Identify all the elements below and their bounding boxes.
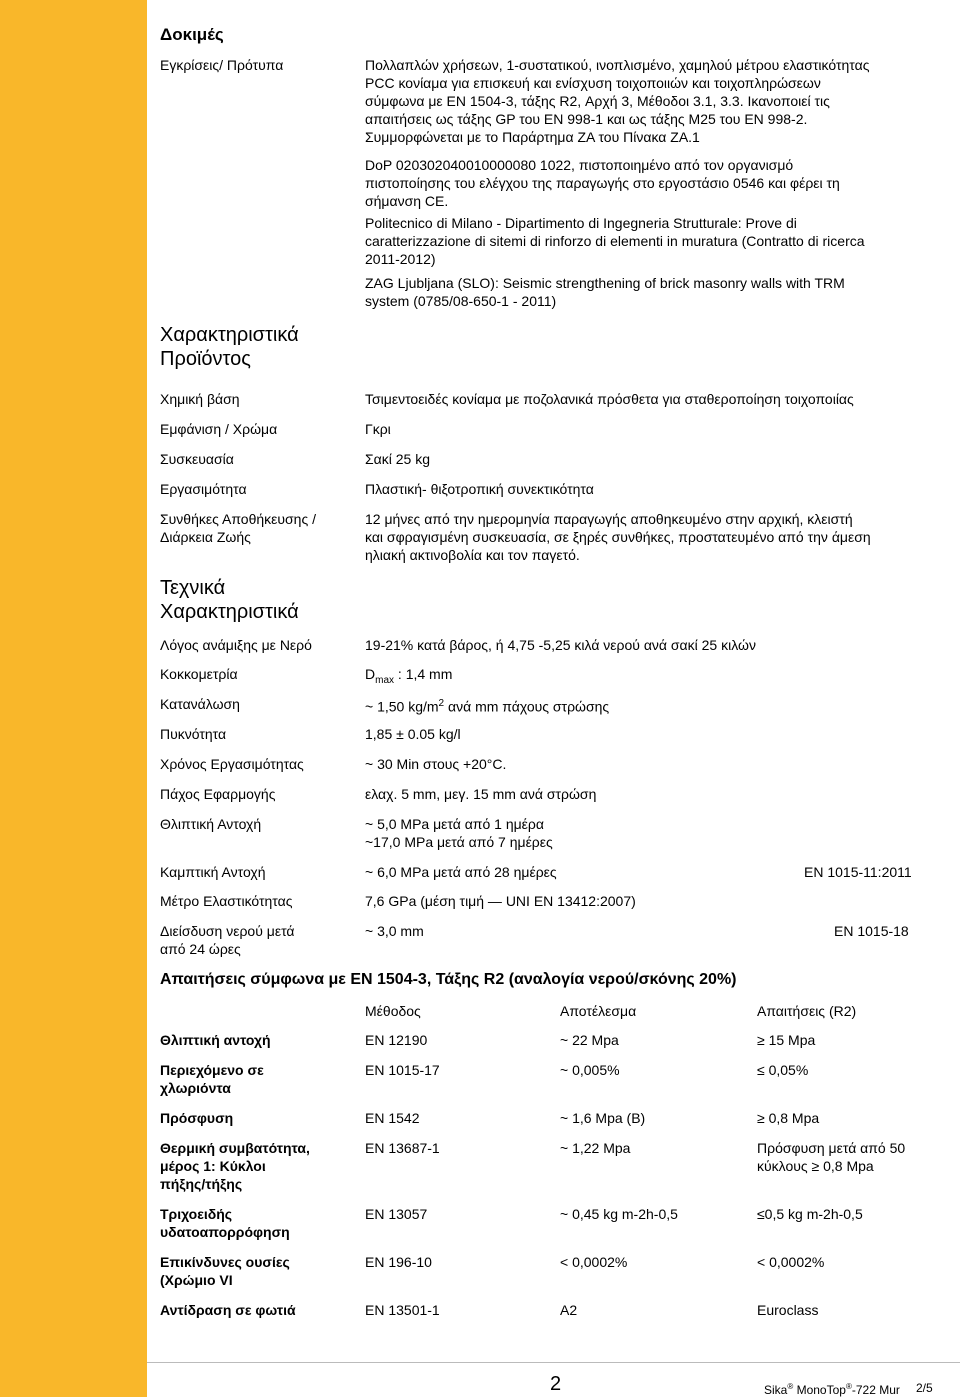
text-rest: ανά mm πάχους στρώσης [444, 698, 610, 715]
value-water-penetration: ~ 3,0 mm [365, 923, 424, 939]
req-row-requirement: ≥ 0,8 Mpa [757, 1110, 820, 1126]
label-line: Διείσδυση νερού μετά [160, 923, 295, 939]
text-superscript: 2 [438, 698, 445, 709]
req-row-method: EN 13501-1 [365, 1302, 440, 1318]
req-row-result: ~ 22 Mpa [560, 1032, 619, 1048]
label-mixing-ratio: Λόγος ανάμιξης με Νερό [160, 637, 312, 653]
text-line: Πολλαπλών χρήσεων, 1-συστατικού, ινοπλισμένο, χαμηλού μέτρου ελαστικότητας [365, 57, 870, 73]
value-density: 1,85 ± 0.05 kg/l [365, 726, 461, 742]
text-line: PCC κονίαμα για επισκευή και ενίσχυση τοιχοποιιών και τοιχοπληρώσεων [365, 75, 821, 91]
registered-mark: ® [787, 1382, 794, 1391]
req-row-label [160, 1061, 264, 1097]
value-consumption [365, 695, 945, 716]
header-result: Αποτέλεσμα [560, 1003, 637, 1019]
value-flexural: ~ 6,0 MPa μετά από 28 ημέρες [365, 864, 557, 880]
footer-page-of: 2/5 [916, 1381, 933, 1395]
text-line: ZAG Ljubljana (SLO): Seismic strengthening of brick masonry walls with TRM [365, 275, 845, 291]
text-line: ~ 5,0 MPa μετά από 1 ημέρα [365, 816, 544, 832]
label-pot-life: Χρόνος Εργασιμότητας [160, 756, 304, 772]
label-modulus: Μέτρο Ελαστικότητας [160, 893, 293, 909]
text-line: κύκλους ≥ 0,8 Mpa [757, 1158, 874, 1174]
title-line: Τεχνικά [160, 577, 226, 599]
title-line: Προϊόντος [160, 348, 251, 370]
label-line: Επικίνδυνες ουσίες [160, 1254, 290, 1270]
registered-mark: ® [845, 1382, 852, 1391]
label-line: χλωριόντα [160, 1080, 231, 1096]
label-line: υδατοαπορρόφηση [160, 1224, 290, 1240]
section-title-technical [160, 576, 299, 624]
text-line: και σφραγισμένη συσκευασία, σε ξηρές συνθήκες, προστατευμένο από την άμεση [365, 529, 871, 545]
product-code: -722 Mur [851, 1383, 900, 1397]
req-row-method: EN 13057 [365, 1206, 428, 1222]
label-line: (Χρώμιο VI [160, 1272, 233, 1288]
req-row-label [160, 1253, 290, 1289]
text-main: ~ 1,50 kg/m [365, 698, 439, 715]
req-row-result: < 0,0002% [560, 1254, 628, 1270]
text-line: Politecnico di Milano - Dipartimento di Ingegneria Strutturale: Prove di [365, 215, 797, 231]
label-appearance: Εμφάνιση / Χρώμα [160, 421, 278, 437]
sidebar-accent-bar [0, 0, 147, 1397]
label-thickness: Πάχος Εφαρμογής [160, 786, 276, 802]
text-subscript: max [375, 674, 395, 686]
label-line: από 24 ώρες [160, 941, 241, 957]
brand-text: Sika [764, 1383, 788, 1397]
label-line: Τριχοειδής [160, 1206, 233, 1222]
req-row-requirement: ≥ 15 Mpa [757, 1032, 816, 1048]
label-storage [160, 510, 316, 546]
req-row-result: ~ 0,005% [560, 1062, 620, 1078]
req-row-label: Αντίδραση σε φωτιά [160, 1302, 296, 1318]
footer-divider [147, 1362, 960, 1363]
label-packaging: Συσκευασία [160, 451, 234, 467]
value-appearance: Γκρι [365, 421, 391, 437]
label-line: Διάρκεια Ζωής [160, 529, 251, 545]
req-row-requirement: ≤ 0,05% [757, 1062, 809, 1078]
text-line: 2011-2012) [365, 251, 436, 267]
req-row-label [160, 1139, 310, 1193]
title-line: Χαρακτηριστικά [160, 324, 299, 346]
value-pot-life: ~ 30 Min στους +20°C. [365, 756, 507, 772]
value-packaging: Σακί 25 kg [365, 451, 430, 467]
label-line: Θερμική συμβατότητα, [160, 1140, 310, 1156]
label-line: Συνθήκες Αποθήκευσης / [160, 511, 316, 527]
section-title-product [160, 323, 299, 371]
req-row-method: EN 13687-1 [365, 1140, 440, 1156]
req-row-result: A2 [560, 1302, 578, 1318]
value-thickness: ελαχ. 5 mm, μεγ. 15 mm ανά στρώση [365, 786, 597, 802]
text-line: σήμανση CE. [365, 193, 449, 209]
label-density: Πυκνότητα [160, 726, 227, 742]
text-line: system (0785/08-650-1 - 2011) [365, 293, 557, 309]
text-rest: : 1,4 mm [394, 666, 453, 682]
label-line: Περιεχόμενο σε [160, 1062, 264, 1078]
req-row-method: EN 1015-17 [365, 1062, 440, 1078]
paragraph-zag [365, 274, 945, 310]
value-chemical-base: Τσιμεντοειδές κονίαμα με ποζολανικά πρόσθετα για σταθεροποίηση τοιχοποιίας [365, 391, 854, 407]
req-row-result: ~ 0,45 kg m-2h-0,5 [560, 1206, 678, 1222]
req-row-method: EN 1542 [365, 1110, 420, 1126]
label-line: πήξης/τήξης [160, 1176, 243, 1192]
req-row-requirement: Euroclass [757, 1302, 819, 1318]
text-line: απαιτήσεις ως τάξης GP του EN 998-1 και ως τάξης M25 του EN 998-2. [365, 111, 808, 127]
paragraph-dop [365, 156, 945, 210]
footer-page-number: 2 [550, 1373, 562, 1395]
req-row-requirement [757, 1139, 905, 1175]
footer-product-name [764, 1379, 900, 1398]
label-line: μέρος 1: Κύκλοι [160, 1158, 266, 1174]
text-line: ~17,0 MPa μετά από 7 ημέρες [365, 834, 553, 850]
value-compressive [365, 815, 945, 851]
req-row-requirement: ≤0,5 kg m-2h-0,5 [757, 1206, 863, 1222]
req-row-method: EN 12190 [365, 1032, 428, 1048]
label-consumption: Κατανάλωση [160, 696, 240, 712]
value-grading [365, 665, 945, 690]
value-modulus: 7,6 GPa (μέση τιμή — UNI EN 13412:2007) [365, 893, 636, 909]
value-workability: Πλαστική- θιξοτροπική συνεκτικότητα [365, 481, 594, 497]
req-row-method: EN 196-10 [365, 1254, 432, 1270]
label-grading: Κοκκομετρία [160, 666, 238, 682]
product-text: MonoTop [793, 1383, 846, 1397]
label-compressive: Θλιπτική Αντοχή [160, 816, 262, 832]
value-storage [365, 510, 945, 564]
value-mixing-ratio: 19-21% κατά βάρος, ή 4,75 -5,25 κιλά νερού ανά σακί 25 κιλών [365, 637, 756, 653]
text-line: σύμφωνα με EN 1504-3, τάξης R2, Αρχή 3, Μέθοδοι 3.1, 3.3. Ικανοποιεί τις [365, 93, 830, 109]
label-approvals: Εγκρίσεις/ Πρότυπα [160, 57, 284, 73]
req-row-label: Πρόσφυση [160, 1110, 234, 1126]
title-line: Χαρακτηριστικά [160, 601, 299, 623]
label-water-penetration [160, 922, 295, 958]
text-line: Πρόσφυση μετά από 50 [757, 1140, 906, 1156]
label-chemical-base: Χημική βάση [160, 391, 240, 407]
text-line: ηλιακή ακτινοβολία και τον παγετό. [365, 547, 580, 563]
req-row-label: Θλιπτική αντοχή [160, 1032, 271, 1048]
text-line: Συμμορφώνεται με το Παράρτημα ZA του Πίνακα ZA.1 [365, 129, 700, 145]
section-title-testing: Δοκιμές [160, 25, 224, 44]
req-row-requirement: < 0,0002% [757, 1254, 825, 1270]
paragraph-description [365, 56, 945, 146]
standard-water-penetration: EN 1015-18 [834, 923, 909, 939]
header-requirement: Απαιτήσεις (R2) [757, 1003, 857, 1019]
text-line: 12 μήνες από την ημερομηνία παραγωγής αποθηκευμένο στην αρχική, κλειστή [365, 511, 853, 527]
label-workability: Εργασιμότητα [160, 481, 247, 497]
standard-flexural: EN 1015-11:2011 [804, 864, 912, 880]
req-row-result: ~ 1,6 Mpa (B) [560, 1110, 646, 1126]
text-line: DoP 020302040010000080 1022, πιστοποιημένο από τον οργανισμό [365, 157, 794, 173]
paragraph-politecnico [365, 214, 945, 268]
requirements-title: Απαιτήσεις σύμφωνα με EN 1504-3, Τάξης R2 (αναλογία νερού/σκόνης 20%) [160, 971, 737, 988]
text-line: caratterizzazione di sitemi di rinforzo di elementi in muratura (Contratto di ricerca [365, 233, 865, 249]
req-row-label [160, 1205, 290, 1241]
text-line: πιστοποίησης του ελέγχου της παραγωγής στο εργοστάσιο 0546 και φέρει τη [365, 175, 840, 191]
req-row-result: ~ 1,22 Mpa [560, 1140, 631, 1156]
text-main: D [365, 666, 376, 682]
header-method: Μέθοδος [365, 1003, 421, 1019]
label-flexural: Καμπτική Αντοχή [160, 864, 266, 880]
